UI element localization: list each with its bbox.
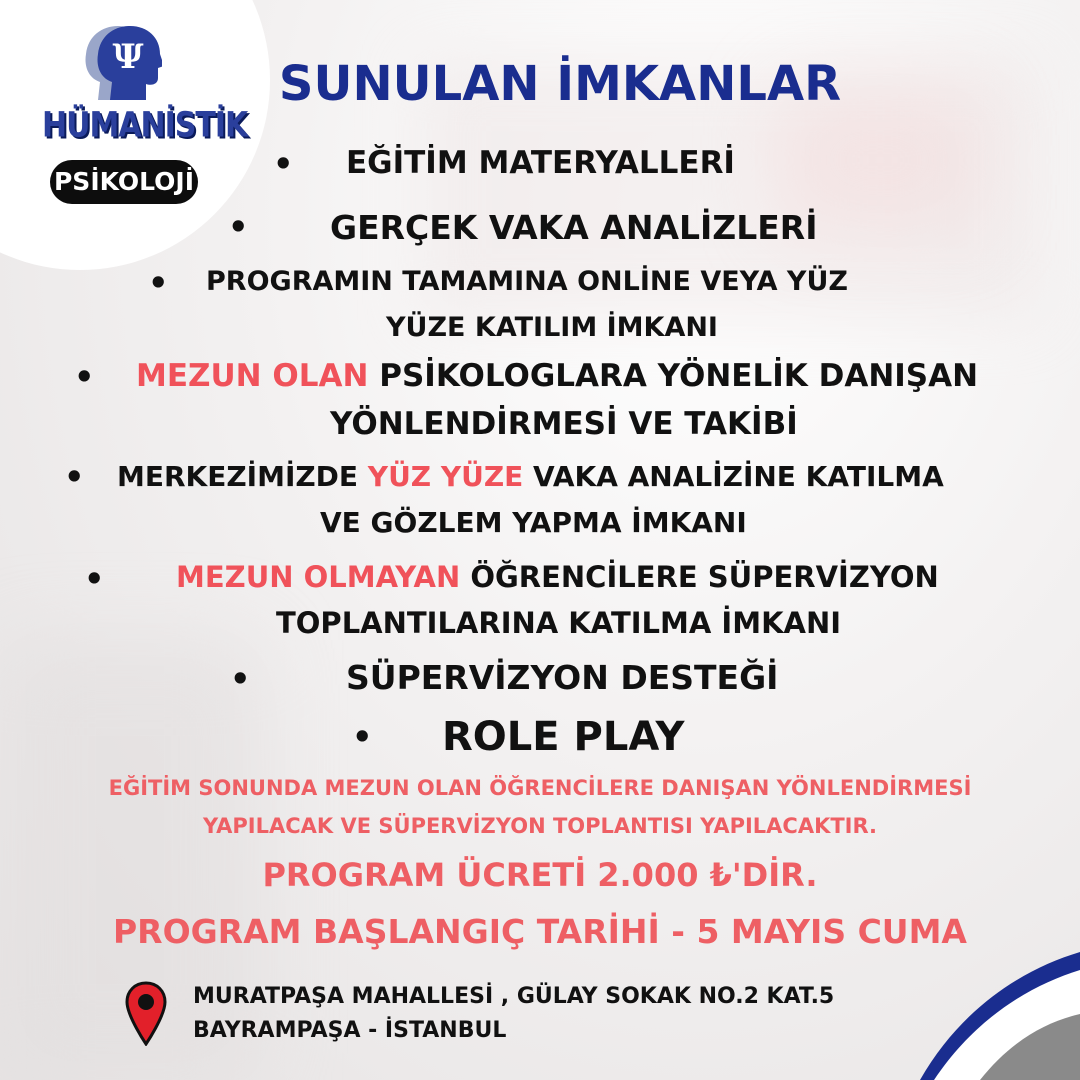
highlight-text: MEZUN OLAN <box>136 358 369 394</box>
list-item-text: MERKEZİMİZDE <box>117 460 368 493</box>
info-note: EĞİTİM SONUNDA MEZUN OLAN ÖĞRENCİLERE DANIŞAN YÖNLENDİRMESİ <box>108 776 972 800</box>
list-item <box>176 560 939 594</box>
list-item: YÜZE KATILIM İMKANI <box>386 312 718 343</box>
list-item: EĞİTİM MATERYALLERİ <box>346 145 735 181</box>
list-item: PROGRAMIN TAMAMINA ONLİNE VEYA YÜZ <box>206 266 848 297</box>
psi-head-icon <box>84 22 162 102</box>
bullet-icon: • <box>273 145 294 183</box>
list-item: TOPLANTILARINA KATILMA İMKANI <box>276 606 842 640</box>
logo-badge: PSİKOLOJİ <box>50 160 198 204</box>
list-item: YÖNLENDİRMESİ VE TAKİBİ <box>330 406 798 442</box>
bullet-icon: • <box>230 660 251 698</box>
list-item-text: PSİKOLOGLARA YÖNELİK DANIŞAN <box>368 358 979 394</box>
location-pin-icon <box>124 980 168 1046</box>
bullet-icon: • <box>352 718 373 756</box>
address-line: BAYRAMPAŞA - İSTANBUL <box>193 1018 507 1043</box>
highlight-text: YÜZ YÜZE <box>367 460 524 493</box>
info-note: YAPILACAK VE SÜPERVİZYON TOPLANTISI YAPILACAKTIR. <box>202 814 878 838</box>
decorative-corner-arc <box>900 930 1080 1080</box>
list-item <box>136 358 978 394</box>
list-item <box>117 460 944 493</box>
logo-wordmark: HÜMANİSTİK <box>42 105 248 146</box>
list-item: SÜPERVİZYON DESTEĞİ <box>346 658 779 697</box>
bullet-icon: • <box>64 458 85 496</box>
bullet-icon: • <box>74 358 95 396</box>
program-start-date: PROGRAM BAŞLANGIÇ TARİHİ - 5 MAYIS CUMA <box>113 912 967 951</box>
address-line: MURATPAŞA MAHALLESİ , GÜLAY SOKAK NO.2 KAT.5 <box>193 984 835 1009</box>
svg-text:Ψ: Ψ <box>112 37 144 77</box>
list-item-text: VAKA ANALİZİNE KATILMA <box>523 460 944 493</box>
list-item: ROLE PLAY <box>442 714 685 760</box>
program-fee: PROGRAM ÜCRETİ 2.000 ₺'DİR. <box>262 856 818 894</box>
bullet-icon: • <box>148 264 169 302</box>
highlight-text: MEZUN OLMAYAN <box>176 560 461 594</box>
bullet-icon: • <box>228 208 249 246</box>
list-item-text: ÖĞRENCİLERE SÜPERVİZYON <box>460 560 939 594</box>
bullet-icon: • <box>84 560 105 598</box>
list-item: GERÇEK VAKA ANALİZLERİ <box>330 208 818 247</box>
page-title: SUNULAN İMKANLAR <box>278 56 842 112</box>
list-item: VE GÖZLEM YAPMA İMKANI <box>320 506 747 539</box>
